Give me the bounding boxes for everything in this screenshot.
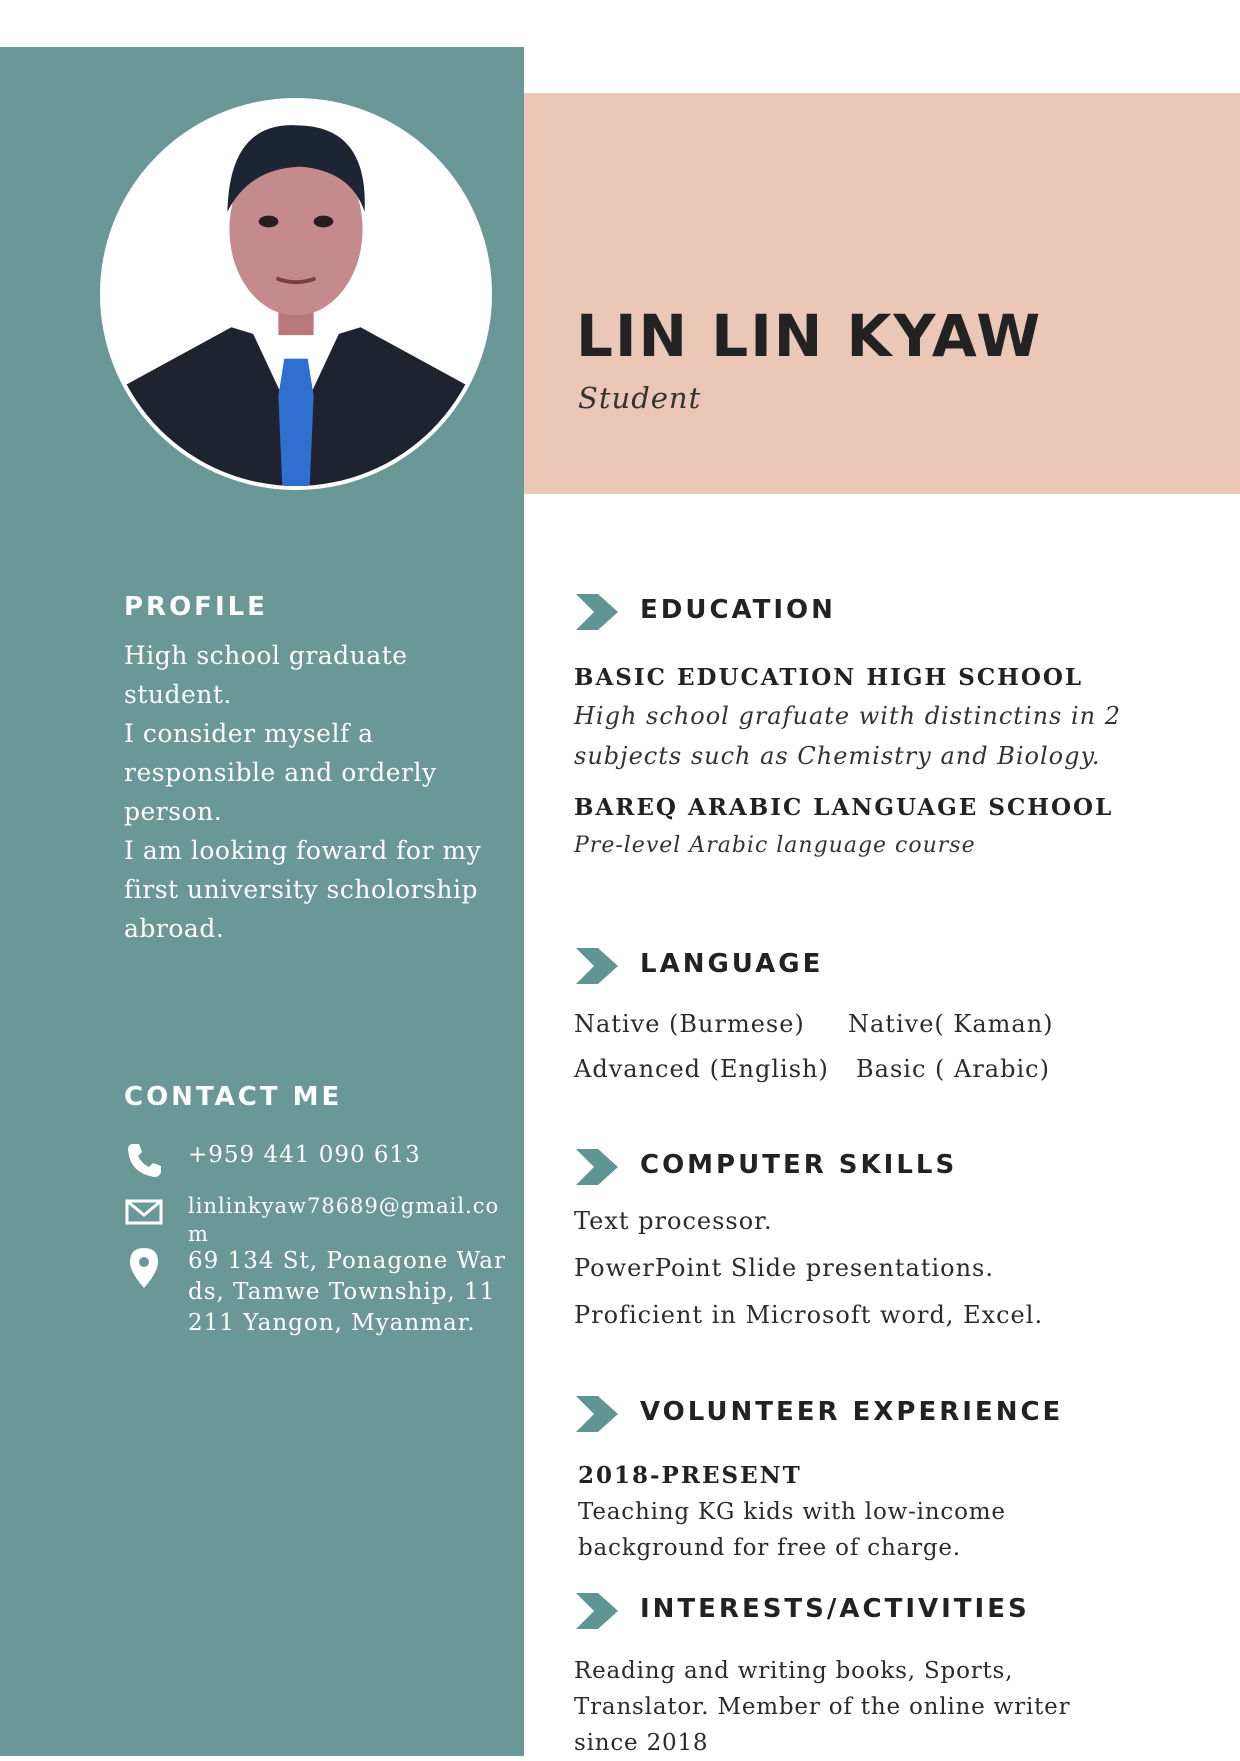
chevron-right-icon (576, 948, 618, 984)
profile-text (124, 636, 504, 948)
school-detail: Pre-level Arabic language course (574, 833, 976, 858)
chevron-right-icon (576, 1593, 618, 1629)
school-name: BAREQ ARABIC LANGUAGE SCHOOL (574, 794, 1114, 821)
skill-item: Proficient in Microsoft word, Excel. (574, 1301, 1044, 1329)
candidate-role: Student (578, 381, 702, 415)
chevron-right-icon (576, 594, 618, 630)
contact-address: 69 134 St, Ponagone Wards, Tamwe Township, 11211 Yangon, Myanmar. (188, 1248, 506, 1336)
portrait-illustration (104, 102, 488, 486)
envelope-icon (124, 1192, 164, 1232)
profile-line: first university scholorship (124, 875, 478, 904)
profile-line: I am looking foward for my (124, 836, 482, 865)
education-heading: EDUCATION (640, 595, 836, 625)
language-item: Advanced (English) (574, 1055, 829, 1083)
profile-line: abroad. (124, 914, 225, 943)
profile-line: person. (124, 797, 223, 826)
phone-icon (124, 1140, 164, 1180)
profile-heading: PROFILE (124, 592, 268, 622)
school-detail: High school grafuate with distinctins in 2 subjects such as Chemistry and Biology. (574, 702, 1122, 770)
profile-line: responsible and orderly (124, 758, 437, 787)
skill-item: PowerPoint Slide presentations. (574, 1254, 995, 1282)
interests-text: Reading and writing books, Sports, Translator. Member of the online writer since 2018 (574, 1658, 1071, 1756)
chevron-right-icon (576, 1149, 618, 1185)
volunteer-description: Teaching KG kids with low-income background for free of charge. (578, 1499, 1006, 1561)
school-name: BASIC EDUCATION HIGH SCHOOL (574, 664, 1084, 691)
volunteer-heading: VOLUNTEER EXPERIENCE (640, 1397, 1064, 1427)
profile-line: High school graduate (124, 641, 408, 670)
language-item: Native (Burmese) (574, 1010, 805, 1038)
contact-heading: CONTACT ME (124, 1082, 343, 1112)
contact-phone[interactable]: +959 441 090 613 (188, 1142, 421, 1168)
language-item: Basic ( Arabic) (856, 1055, 1050, 1083)
skill-item: Text processor. (574, 1207, 773, 1235)
candidate-name: LIN LIN KYAW (576, 302, 1043, 370)
profile-line: student. (124, 680, 232, 709)
language-item: Native( Kaman) (848, 1010, 1054, 1038)
contact-email[interactable]: linlinkyaw78689@gmail.com (188, 1194, 500, 1246)
header-banner (524, 93, 1240, 494)
computer-skills-heading: COMPUTER SKILLS (640, 1150, 958, 1180)
chevron-right-icon (576, 1396, 618, 1432)
language-heading: LANGUAGE (640, 949, 824, 979)
volunteer-period: 2018-PRESENT (578, 1462, 802, 1489)
profile-line: I consider myself a (124, 719, 374, 748)
interests-heading: INTERESTS/ACTIVITIES (640, 1594, 1030, 1624)
location-pin-icon (124, 1246, 164, 1290)
profile-photo (100, 98, 492, 490)
